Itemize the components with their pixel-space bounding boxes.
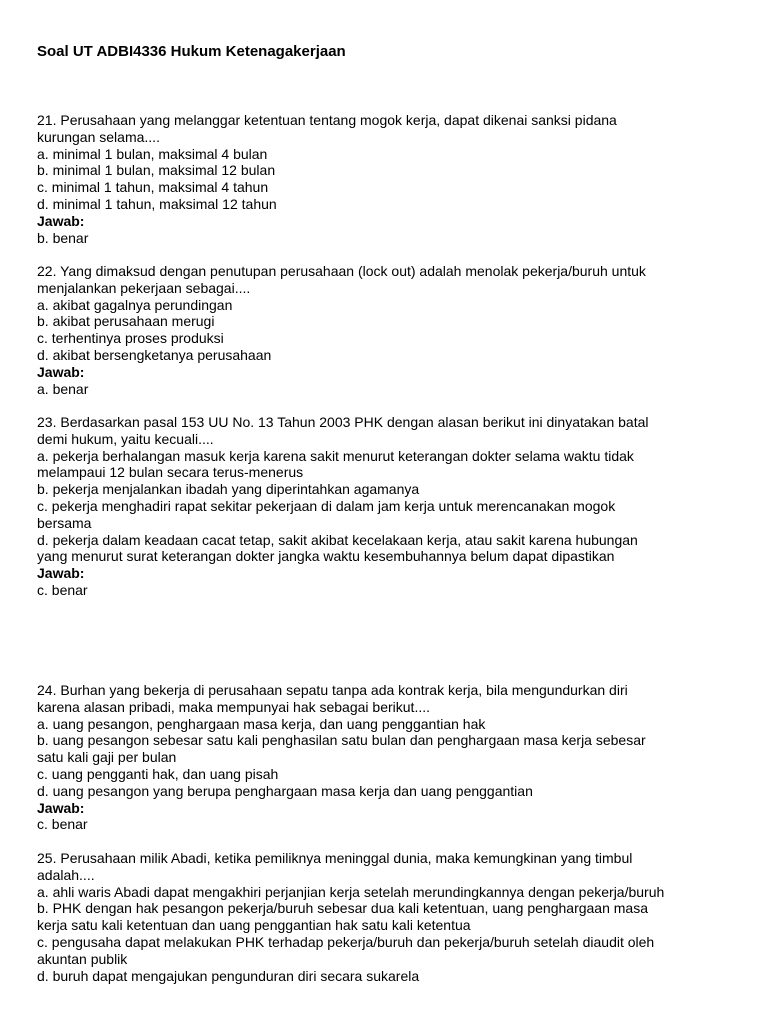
question-21: [37, 112, 749, 246]
option-b: b. pekerja menjalankan ibadah yang diperintahkan agamanya: [37, 481, 420, 498]
question-text-line: 22. Yang dimaksud dengan penutupan perusahaan (lock out) adalah menolak pekerja/buruh untuk: [37, 263, 646, 279]
question-text-line: karena alasan pribadi, maka mempunyai hak sebagai berikut....: [37, 698, 430, 715]
question-text-line: 25. Perusahaan milik Abadi, ketika pemiliknya meninggal dunia, maka kemungkinan yang timbul: [37, 850, 633, 866]
question-text-line: 24. Burhan yang bekerja di perusahaan sepatu tanpa ada kontrak kerja, bila mengundurkan diri: [37, 682, 628, 698]
option-c: c. pengusaha dapat melakukan PHK terhadap pekerja/buruh dan pekerja/buruh setelah diaudit oleh: [37, 933, 655, 950]
answer-text: c. benar: [37, 816, 88, 833]
option-c: c. pekerja menghadiri rapat sekitar pekerjaan di dalam jam kerja untuk merencanakan mogok: [37, 497, 616, 514]
option-a: a. pekerja berhalangan masuk kerja karena sakit menurut keterangan dokter selama waktu tidak: [37, 447, 634, 464]
option-a: a. ahli waris Abadi dapat mengakhiri perjanjian kerja setelah merundingkannya dengan pekerja/buruh: [37, 883, 665, 900]
question-23: [37, 414, 749, 599]
option-d: d. uang pesangon yang berupa penghargaan masa kerja dan uang penggantian: [37, 782, 533, 799]
question-text-line: kurungan selama....: [37, 128, 160, 145]
answer-text: b. benar: [37, 229, 89, 246]
option-d: d. buruh dapat mengajukan pengunduran diri secara sukarela: [37, 967, 420, 984]
option-d-continued: yang menurut surat keterangan dokter jangka waktu kesembuhannya belum dapat dipastikan: [37, 548, 615, 565]
option-d: d. minimal 1 tahun, maksimal 12 tahun: [37, 195, 277, 212]
answer-label: Jawab:: [37, 799, 85, 816]
option-b: b. uang pesangon sebesar satu kali penghasilan satu bulan dan penghargaan masa kerja sebesar: [37, 732, 646, 749]
option-c: c. uang pengganti hak, dan uang pisah: [37, 765, 279, 782]
answer-text: a. benar: [37, 380, 89, 397]
option-d: d. pekerja dalam keadaan cacat tetap, sakit akibat kecelakaan kerja, atau sakit karena hubungan: [37, 531, 638, 548]
question-22: [37, 263, 749, 397]
question-text-line: menjalankan pekerjaan sebagai....: [37, 279, 251, 296]
question-text-line: 23. Berdasarkan pasal 153 UU No. 13 Tahun 2003 PHK dengan alasan berikut ini dinyatakan batal: [37, 414, 649, 430]
question-text-line: 21. Perusahaan yang melanggar ketentuan tentang mogok kerja, dapat dikenai sanksi pidana: [37, 112, 617, 128]
option-b-continued: satu kali gaji per bulan: [37, 749, 177, 766]
page-title: Soal UT ADBI4336 Hukum Ketenagakerjaan: [37, 43, 346, 60]
answer-label: Jawab:: [37, 212, 85, 229]
option-b: b. minimal 1 bulan, maksimal 12 bulan: [37, 162, 276, 179]
option-c: c. minimal 1 tahun, maksimal 4 tahun: [37, 179, 269, 196]
option-b-continued: kerja satu kali ketentuan dan uang penggantian hak satu kali ketentua: [37, 917, 471, 934]
answer-label: Jawab:: [37, 363, 85, 380]
option-a-continued: melampaui 12 bulan secara terus-menerus: [37, 464, 304, 481]
question-25: [37, 850, 749, 984]
option-a: a. minimal 1 bulan, maksimal 4 bulan: [37, 145, 268, 162]
answer-text: c. benar: [37, 581, 88, 598]
option-a: a. uang pesangon, penghargaan masa kerja, dan uang penggantian hak: [37, 715, 486, 732]
option-b: b. PHK dengan hak pesangon pekerja/buruh sebesar dua kali ketentuan, uang penghargaan masa: [37, 900, 649, 917]
option-b: b. akibat perusahaan merugi: [37, 313, 215, 330]
option-c-continued: bersama: [37, 514, 92, 531]
option-c-continued: akuntan publik: [37, 950, 128, 967]
option-a: a. akibat gagalnya perundingan: [37, 296, 233, 313]
question-text-line: demi hukum, yaitu kecuali....: [37, 430, 214, 447]
question-text-line: adalah....: [37, 866, 95, 883]
answer-label: Jawab:: [37, 565, 85, 582]
option-c: c. terhentinya proses produksi: [37, 330, 224, 347]
question-24: [37, 682, 749, 833]
option-d: d. akibat bersengketanya perusahaan: [37, 346, 272, 363]
